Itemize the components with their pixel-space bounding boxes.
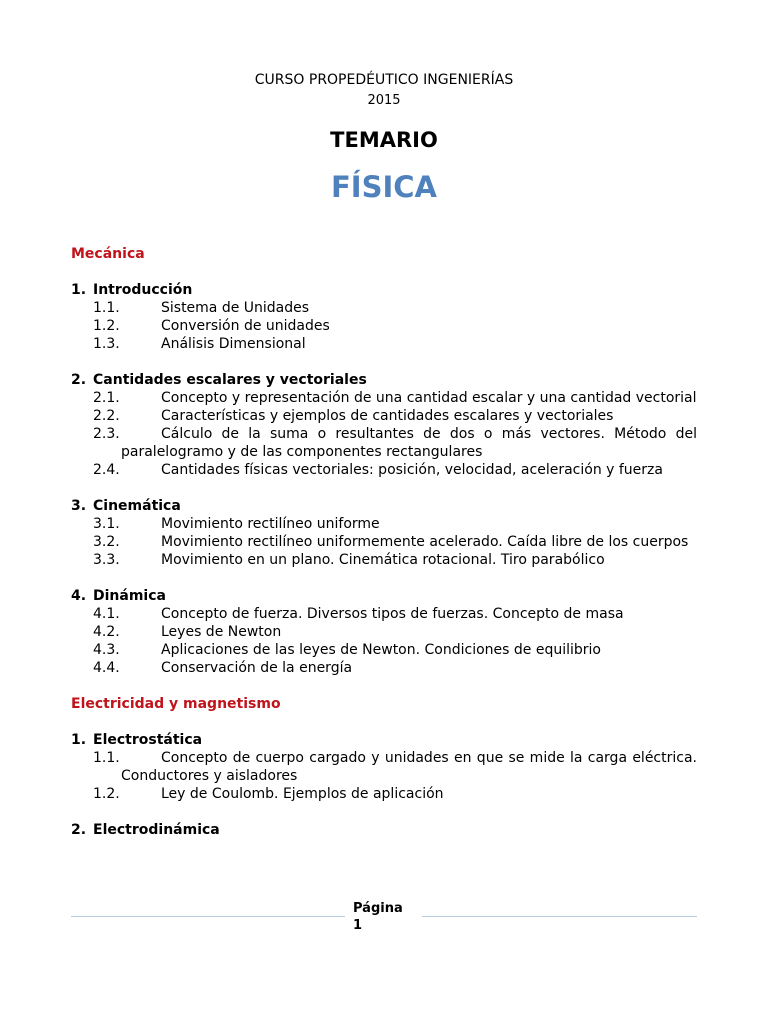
subtopic-text: Aplicaciones de las leyes de Newton. Condiciones de equilibrio	[161, 642, 601, 658]
subtopic-item	[71, 317, 697, 335]
document-title: TEMARIO	[330, 128, 438, 152]
subtopic-text: Concepto y representación de una cantidad escalar y una cantidad vectorial	[161, 390, 697, 406]
subtopic-item	[71, 785, 697, 803]
page-number-label	[353, 900, 403, 934]
subtopic-item	[71, 389, 697, 407]
topic-number: 3.	[71, 498, 87, 514]
topic-number: 2.	[71, 372, 87, 388]
section-heading: Mecánica	[71, 246, 145, 262]
subtopic-number: 4.2.	[93, 624, 120, 640]
footer-rule-right	[422, 916, 697, 917]
subtopic-number: 3.1.	[93, 516, 120, 532]
page-number: 1	[353, 918, 363, 933]
syllabus-content	[71, 245, 697, 857]
topic	[71, 371, 697, 479]
subtopic-text: Ley de Coulomb. Ejemplos de aplicación	[161, 786, 444, 802]
footer-rule-left	[71, 916, 345, 917]
page-footer	[71, 898, 697, 938]
subtopic-number: 3.3.	[93, 552, 120, 568]
topic	[71, 587, 697, 677]
subtopic-number: 1.1.	[93, 750, 120, 766]
subtopic-item	[71, 641, 697, 659]
subtopic-item	[71, 623, 697, 641]
subtopic-number: 2.2.	[93, 408, 120, 424]
course-year: 2015	[367, 93, 401, 108]
subtopic-text: Movimiento rectilíneo uniformemente acelerado. Caída libre de los cuerpos	[161, 534, 689, 550]
subtopic-item	[71, 749, 697, 785]
topic-label: Cinemática	[93, 498, 181, 514]
subtopic-text: Concepto de fuerza. Diversos tipos de fuerzas. Concepto de masa	[161, 606, 624, 622]
subtopic-text: Leyes de Newton	[161, 624, 282, 640]
subtopic-number: 2.4.	[93, 462, 120, 478]
topic	[71, 821, 697, 839]
subtopic-number: 3.2.	[93, 534, 120, 550]
topic-label: Cantidades escalares y vectoriales	[93, 372, 367, 388]
subtopic-number: 2.1.	[93, 390, 120, 406]
page-label: Página	[353, 901, 403, 916]
course-title: CURSO PROPEDÉUTICO INGENIERÍAS	[254, 72, 514, 88]
subtopic-text: Cálculo de la suma o resultantes de dos o más vectores. Método del paralelogramo y de las componentes rectangulares	[121, 426, 697, 460]
subtopic-item	[71, 407, 697, 425]
subtopic-number: 4.4.	[93, 660, 120, 676]
subtopic-text: Conversión de unidades	[161, 318, 330, 334]
subtopic-number: 1.2.	[93, 786, 120, 802]
subtopic-text: Movimiento en un plano. Cinemática rotacional. Tiro parabólico	[161, 552, 605, 568]
topic-title	[71, 497, 697, 515]
topic	[71, 731, 697, 803]
topic-title	[71, 371, 697, 389]
subtopic-text: Sistema de Unidades	[161, 300, 310, 316]
topic-title	[71, 821, 697, 839]
subtopic-number: 1.2.	[93, 318, 120, 334]
topic-number: 2.	[71, 822, 87, 838]
topic-number: 4.	[71, 588, 87, 604]
topic-title	[71, 731, 697, 749]
subtopic-text: Concepto de cuerpo cargado y unidades en que se mide la carga eléctrica. Conductores y aisladores	[121, 750, 697, 784]
topic-number: 1.	[71, 282, 87, 298]
topic-label: Dinámica	[93, 588, 166, 604]
topic-label: Electrostática	[93, 732, 203, 748]
subtopic-item	[71, 605, 697, 623]
subtopic-number: 4.3.	[93, 642, 120, 658]
topic	[71, 281, 697, 353]
topic-title	[71, 281, 697, 299]
subtopic-text: Cantidades físicas vectoriales: posición, velocidad, aceleración y fuerza	[161, 462, 663, 478]
subtopic-text: Movimiento rectilíneo uniforme	[161, 516, 380, 532]
subtopic-number: 1.1.	[93, 300, 120, 316]
subtopic-item	[71, 299, 697, 317]
subtopic-text: Características y ejemplos de cantidades escalares y vectoriales	[161, 408, 614, 424]
subtopic-item	[71, 659, 697, 677]
subtopic-item	[71, 551, 697, 569]
subject-title: FÍSICA	[330, 170, 437, 204]
subtopic-item	[71, 425, 697, 461]
topic-number: 1.	[71, 732, 87, 748]
subtopic-text: Conservación de la energía	[161, 660, 353, 676]
topic-title	[71, 587, 697, 605]
subtopic-number: 2.3.	[93, 426, 120, 442]
topic-label: Introducción	[93, 282, 193, 298]
subtopic-number: 4.1.	[93, 606, 120, 622]
section-heading: Electricidad y magnetismo	[71, 696, 281, 712]
subtopic-number: 1.3.	[93, 336, 120, 352]
subtopic-text: Análisis Dimensional	[161, 336, 306, 352]
subtopic-item	[71, 335, 697, 353]
topic-label: Electrodinámica	[93, 822, 220, 838]
subtopic-item	[71, 461, 697, 479]
subtopic-item	[71, 533, 697, 551]
topic	[71, 497, 697, 569]
subtopic-item	[71, 515, 697, 533]
